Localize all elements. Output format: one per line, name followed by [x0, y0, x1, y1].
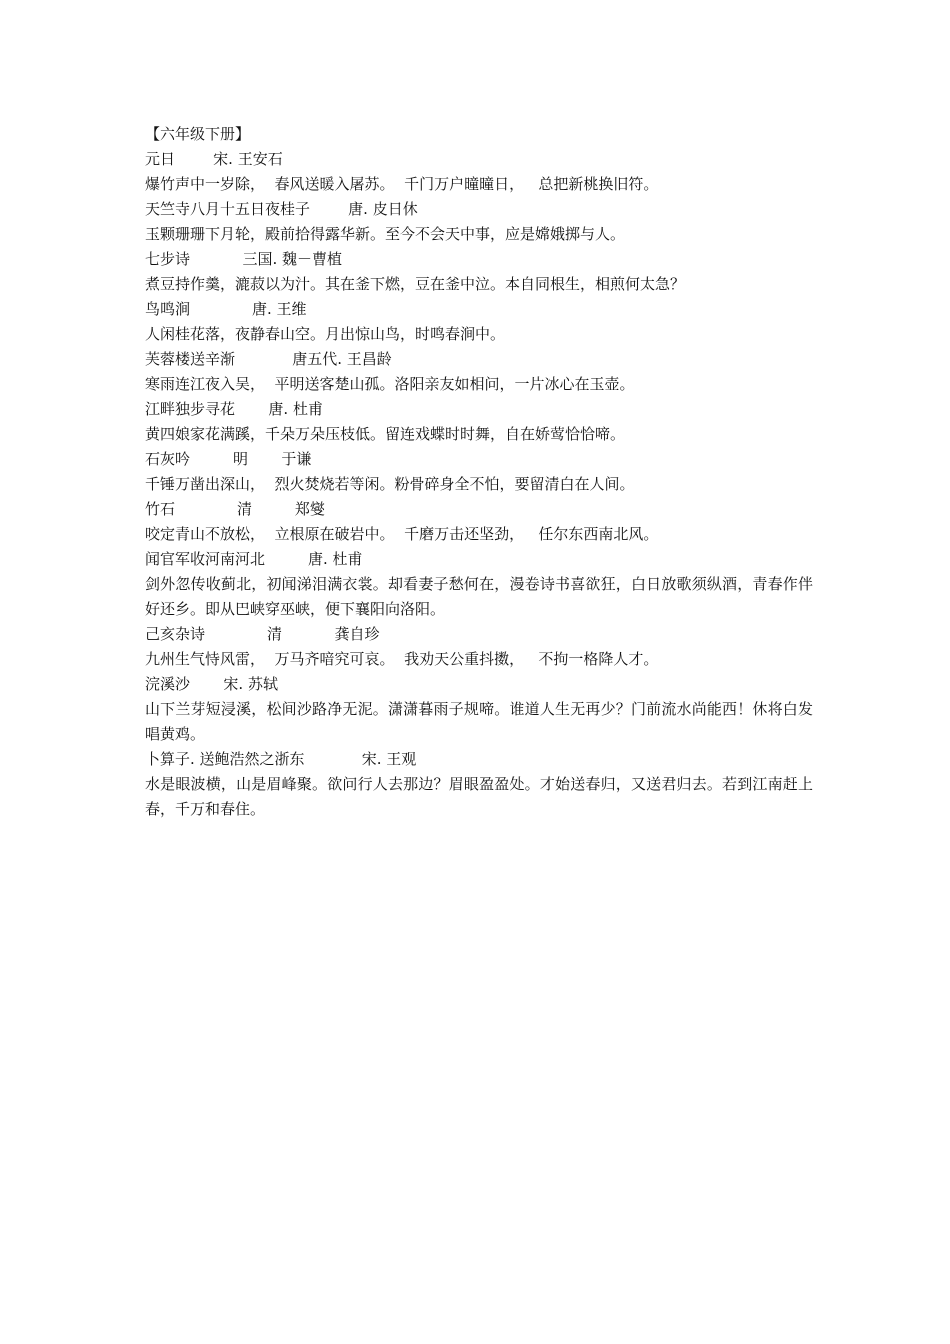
poem-text: 咬定青山不放松， 立根原在破岩中。 千磨万击还坚劲， 任尔东西南北风。 — [145, 525, 659, 543]
title-author-gap — [235, 350, 292, 368]
poem-title: 闻官军收河南河北 — [145, 550, 266, 568]
poem-title-row — [145, 447, 813, 472]
poem-author: 三国. 魏－曹植 — [242, 250, 343, 268]
title-author-gap — [175, 500, 237, 518]
poem-title-row — [145, 297, 813, 322]
title-author-gap — [305, 750, 362, 768]
poem-text: 黄四娘家花满蹊，千朵万朵压枝低。留连戏蝶时时舞，自在娇莺恰恰啼。 — [145, 425, 626, 443]
poem-title-row — [145, 147, 813, 172]
poem-title: 竹石 — [145, 500, 176, 518]
poem-author: 唐. 杜甫 — [307, 550, 363, 568]
poem-author: 清 郑燮 — [237, 500, 325, 518]
poem-text: 千锤万凿出深山， 烈火焚烧若等闲。粉骨碎身全不怕，要留清白在人间。 — [145, 475, 635, 493]
title-author-gap — [205, 625, 267, 643]
document-page — [145, 122, 813, 822]
poem-text: 人闲桂花落，夜静春山空。月出惊山鸟，时鸣春涧中。 — [145, 325, 506, 343]
title-author-gap — [235, 400, 268, 418]
poem-title: 七步诗 — [145, 250, 191, 268]
poem-title-row — [145, 397, 813, 422]
title-author-gap — [190, 250, 242, 268]
title-author-gap — [175, 150, 213, 168]
poem-text: 爆竹声中一岁除， 春风送暖入屠苏。 千门万户曈曈日， 总把新桃换旧符。 — [145, 175, 659, 193]
poem-list — [145, 147, 813, 822]
title-author-gap — [190, 300, 252, 318]
poem-title: 浣溪沙 — [145, 675, 191, 693]
poem-title-row — [145, 347, 813, 372]
poem-title: 鸟鸣涧 — [145, 300, 191, 318]
poem-title: 江畔独步寻花 — [145, 400, 236, 418]
poem-text: 水是眼波横，山是眉峰聚。欲问行人去那边？眉眼盈盈处。才始送春归，又送君归去。若到江南赶上春，千万和春住。 — [145, 775, 813, 818]
poem-title: 石灰吟 — [145, 450, 191, 468]
poem-text: 寒雨连江夜入吴， 平明送客楚山孤。洛阳亲友如相问，一片冰心在玉壶。 — [145, 375, 635, 393]
poem-text: 玉颗珊珊下月轮，殿前拾得露华新。至今不会天中事，应是嫦娥掷与人。 — [145, 225, 626, 243]
poem-author: 唐. 王维 — [252, 300, 307, 318]
poem-author: 宋. 苏轼 — [223, 675, 278, 693]
poem-title: 己亥杂诗 — [145, 625, 206, 643]
poem-title-row — [145, 622, 813, 647]
poem-title: 元日 — [145, 150, 176, 168]
poem-author: 唐五代. 王昌龄 — [292, 350, 392, 368]
poem-title-row — [145, 672, 813, 697]
title-author-gap — [190, 675, 223, 693]
poem-author: 清 龚自珍 — [267, 625, 380, 643]
poem-text: 九州生气恃风雷， 万马齐喑究可哀。 我劝天公重抖擞， 不拘一格降人才。 — [145, 650, 659, 668]
poem-text: 剑外忽传收蓟北，初闻涕泪满衣裳。却看妻子愁何在，漫卷诗书喜欲狂，白日放歌须纵酒，青春作伴好还乡。即从巴峡穿巫峡，便下襄阳向洛阳。 — [145, 575, 813, 618]
poem-text: 煮豆持作羹，漉菽以为汁。其在釜下燃，豆在釜中泣。本自同根生，相煎何太急？ — [145, 275, 686, 293]
poem-author: 明 于谦 — [232, 450, 312, 468]
title-author-gap — [310, 200, 348, 218]
poem-title: 天竺寺八月十五日夜桂子 — [145, 200, 311, 218]
poem-text: 山下兰芽短浸溪，松间沙路净无泥。潇潇暮雨子规啼。谁道人生无再少？门前流水尚能西！休将白发唱黄鸡。 — [145, 700, 813, 743]
poem-title: 卜算子. 送鲍浩然之浙东 — [145, 750, 305, 768]
title-author-gap — [265, 550, 308, 568]
poem-title-row — [145, 247, 813, 272]
poem-title-row — [145, 497, 813, 522]
poem-title-row — [145, 197, 813, 222]
poem-author: 宋. 王观 — [361, 750, 417, 768]
title-author-gap — [190, 450, 233, 468]
poem-title-row — [145, 547, 813, 572]
poem-title-row — [145, 747, 813, 772]
section-heading: 【六年级下册】 — [145, 125, 251, 143]
poem-author: 唐. 杜甫 — [268, 400, 323, 418]
poem-title: 芙蓉楼送辛渐 — [145, 350, 236, 368]
poem-author: 宋. 王安石 — [213, 150, 283, 168]
poem-author: 唐. 皮日休 — [348, 200, 418, 218]
